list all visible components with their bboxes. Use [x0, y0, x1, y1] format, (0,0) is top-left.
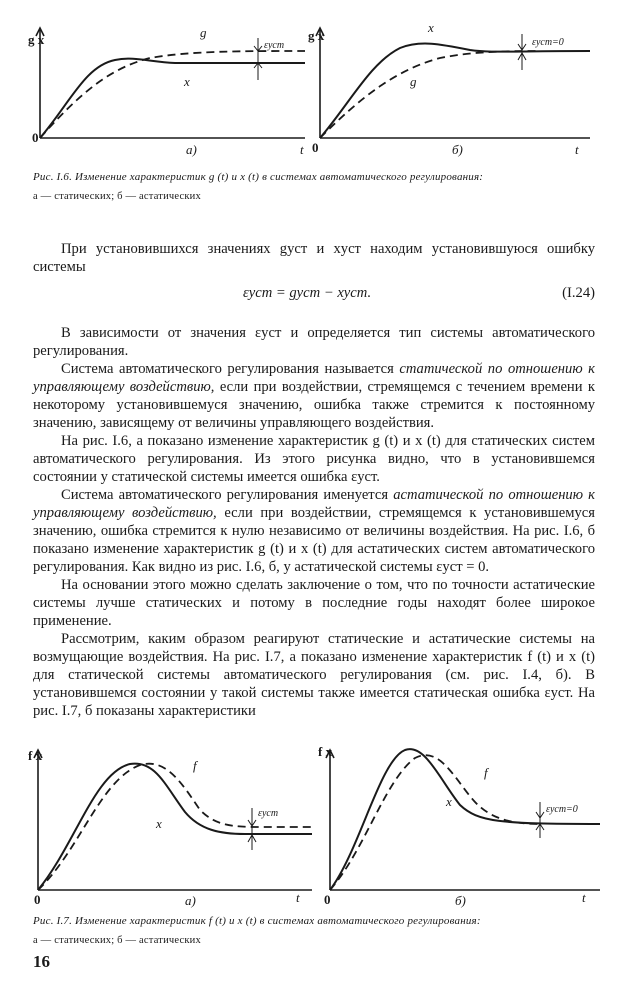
- p1-text: При установившихся значениях gуст и xуст находим установившуюся ошибку системы: [33, 241, 595, 275]
- curve-g: [40, 51, 305, 138]
- formula-expression: εуст = gуст − xуст.: [243, 285, 372, 301]
- body-text: [33, 324, 595, 720]
- curve-f: [38, 764, 312, 890]
- figure-1-7-svg: [0, 740, 630, 912]
- figure-1-7-panel-a: [28, 748, 312, 908]
- y-label: g x: [308, 28, 325, 43]
- error-label: εуст: [264, 40, 285, 51]
- formula-1-24: [33, 285, 595, 305]
- p3-start: Система автоматического регулирования называется: [61, 361, 394, 377]
- label-x: x: [156, 816, 162, 831]
- figure-1-6-panel-a: [28, 25, 305, 157]
- paragraph-5: [33, 486, 595, 576]
- figure-1-7: [0, 740, 630, 912]
- caption-text: Рис. I.7. Изменение характеристик f (t) и x (t) в системах автоматического регулирования:: [33, 915, 481, 927]
- y-label: f x: [28, 748, 43, 763]
- error-label: εуст=0: [532, 37, 564, 48]
- p5-term: астатической по отношению к управляющему воздействию,: [33, 487, 595, 521]
- t-label: t: [582, 890, 586, 905]
- y-label: g x: [28, 32, 45, 47]
- label-x: x: [428, 20, 434, 35]
- formula-number: (I.24): [562, 285, 595, 301]
- paragraph-6: На основании этого можно сделать заключение о том, что по точности астатические системы лучше статических и потому в последние годы находят более широкое применение.: [33, 577, 595, 629]
- figure-1-6-panel-b: [308, 20, 590, 157]
- origin: 0: [34, 892, 41, 907]
- page-number: 16: [33, 952, 50, 971]
- error-label: εуст=0: [546, 804, 578, 815]
- figure-1-6-caption: [33, 168, 603, 206]
- paragraph-4: На рис. I.6, а показано изменение характеристик g (t) и x (t) для статических систем автоматического регулирования. Из этого рисунка видно, что в установившемся состоянии у статической системы имеется ошибка εуст.: [33, 433, 595, 485]
- p3-end: если при воздействии, стремящемся с течением времени к некоторому установившемуся значению, ошибка также стремится к постоянному значению, зависящему от величины управляющего воздействия.: [33, 379, 595, 431]
- y-label: f x: [318, 744, 333, 759]
- curve-x: [330, 749, 600, 890]
- p5-end: если при воздействии, стремящемся к установившемуся значению, ошибка стремится к нулю независимо от величины воздействия. На рис. I.6, б показано изменение характеристик g (t) и x (t) для астатических систем автоматического регулирования. Как видно из рис. I.6, б, у астатической системы εуст = 0.: [33, 505, 595, 575]
- caption-sub: а — статических; б — астатических: [33, 935, 201, 946]
- t-label: t: [296, 890, 300, 905]
- label-x: x: [184, 74, 190, 89]
- origin: 0: [324, 892, 331, 907]
- panel-tag: а): [185, 893, 196, 908]
- p3-term: статической по отношению к управляющему воздействию,: [33, 361, 595, 395]
- label-g: g: [200, 25, 207, 40]
- p5-start: Система автоматического регулирования именуется: [61, 487, 389, 503]
- paragraph-1: [33, 240, 595, 276]
- t-label: t: [575, 142, 579, 157]
- paragraph-2: В зависимости от значения εуст и определяется тип системы автоматического регулирования.: [33, 325, 595, 359]
- label-g: g: [410, 74, 417, 89]
- label-f: f: [193, 758, 197, 773]
- error-label: εуст: [258, 808, 279, 819]
- origin: 0: [32, 130, 39, 145]
- label-f: f: [484, 765, 488, 780]
- figure-1-7-caption: [33, 912, 603, 950]
- caption-sub: а — статических; б — астатических: [33, 191, 201, 202]
- panel-tag: б): [452, 142, 463, 157]
- t-label: t: [300, 142, 304, 157]
- curve-x: [320, 44, 590, 138]
- panel-tag: б): [455, 893, 466, 908]
- label-x: x: [446, 794, 452, 809]
- origin: 0: [312, 140, 319, 155]
- panel-tag: а): [186, 142, 197, 157]
- caption-text: Рис. I.6. Изменение характеристик g (t) и x (t) в системах автоматического регулирования:: [33, 171, 484, 183]
- paragraph-7: Рассмотрим, каким образом реагируют статические и астатические системы на возмущающие воздействия. На рис. I.7, а показано изменение характеристик f (t) и x (t) для статической системы автоматического регулирования (см. рис. I.4, б). В установившемся состоянии у такой системы также имеется статическая ошибка εуст. На рис. I.7, б показаны характеристики: [33, 631, 595, 719]
- figure-1-6-svg: [0, 18, 630, 158]
- figure-1-7-panel-b: [318, 744, 600, 908]
- figure-1-6: [0, 18, 630, 158]
- paragraph-3: [33, 360, 595, 432]
